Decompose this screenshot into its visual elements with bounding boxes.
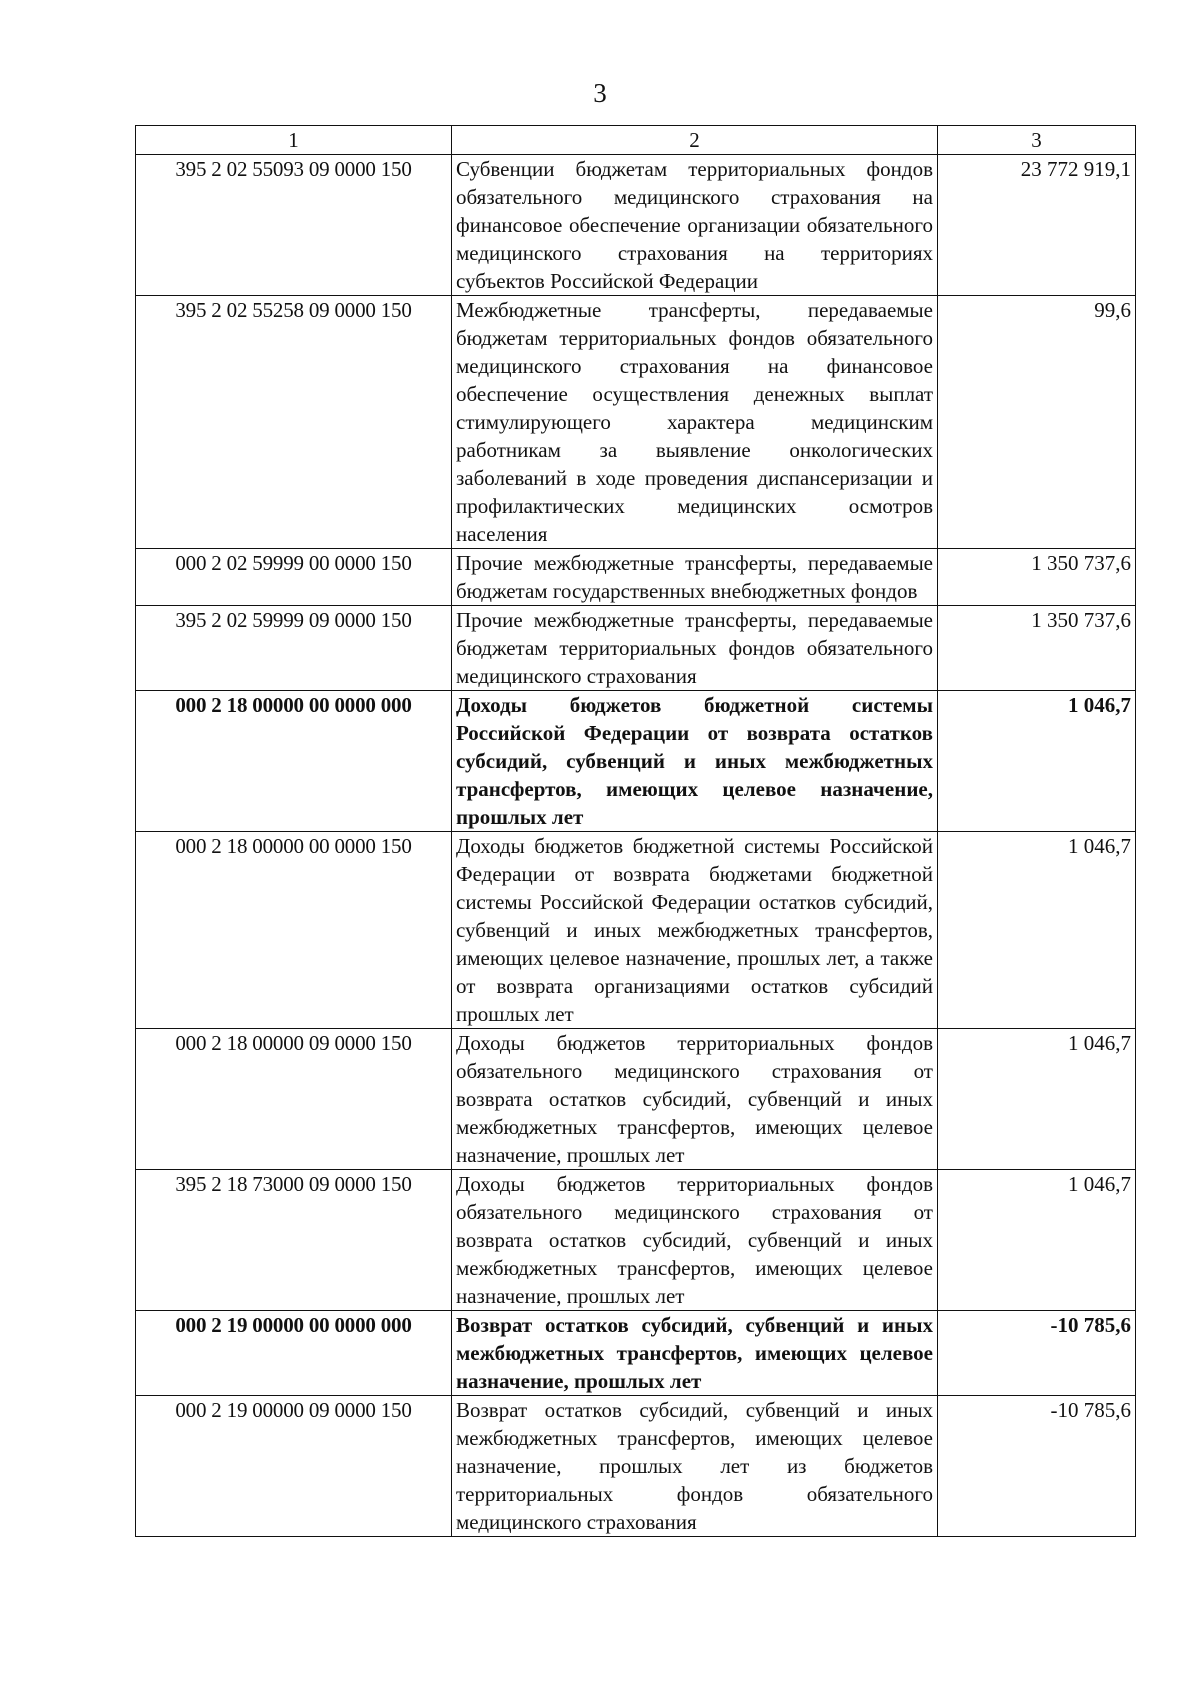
table-row [136,549,1136,606]
table-row [136,1029,1136,1170]
table-row [136,1396,1136,1537]
table-row [136,832,1136,1029]
row-code: 395 2 18 73000 09 0000 150 [136,1170,452,1311]
row-description: Возврат остатков субсидий, субвенций и иных межбюджетных трансфертов, имеющих целевое назначение, прошлых лет из бюджетов территориальных фондов обязательного медицинского страхования [452,1396,938,1537]
row-description: Субвенции бюджетам территориальных фондов обязательного медицинского страхования на финансовое обеспечение организации обязательного медицинского страхования на территориях субъектов Российской Федерации [452,155,938,296]
row-amount: 1 350 737,6 [938,606,1136,691]
row-amount: 99,6 [938,296,1136,549]
row-description: Доходы бюджетов территориальных фондов обязательного медицинского страхования от возврата остатков субсидий, субвенций и иных межбюджетных трансфертов, имеющих целевое назначение, прошлых лет [452,1170,938,1311]
table-row [136,1170,1136,1311]
row-amount: 1 350 737,6 [938,549,1136,606]
row-code: 395 2 02 59999 09 0000 150 [136,606,452,691]
row-code: 395 2 02 55093 09 0000 150 [136,155,452,296]
row-amount: 23 772 919,1 [938,155,1136,296]
row-description: Межбюджетные трансферты, передаваемые бюджетам территориальных фондов обязательного медицинского страхования на финансовое обеспечение осуществления денежных выплат стимулирующего характера медицинским работникам за выявление онкологических заболеваний в ходе проведения диспансеризации и профилактических медицинских осмотров населения [452,296,938,549]
row-code: 000 2 19 00000 09 0000 150 [136,1396,452,1537]
row-description: Возврат остатков субсидий, субвенций и иных межбюджетных трансфертов, имеющих целевое назначение, прошлых лет [452,1311,938,1396]
column-header-code: 1 [136,126,452,155]
row-code: 000 2 02 59999 00 0000 150 [136,549,452,606]
column-header-description: 2 [452,126,938,155]
row-description: Доходы бюджетов бюджетной системы Российской Федерации от возврата остатков субсидий, субвенций и иных межбюджетных трансфертов, имеющих целевое назначение, прошлых лет [452,691,938,832]
row-description: Доходы бюджетов бюджетной системы Российской Федерации от возврата бюджетами бюджетной системы Российской Федерации остатков субсидий, субвенций и иных межбюджетных трансфертов, имеющих целевое назначение, прошлых лет, а также от возврата организациями остатков субсидий прошлых лет [452,832,938,1029]
table-row [136,296,1136,549]
row-amount: -10 785,6 [938,1396,1136,1537]
row-amount: 1 046,7 [938,1029,1136,1170]
row-description: Доходы бюджетов территориальных фондов обязательного медицинского страхования от возврата остатков субсидий, субвенций и иных межбюджетных трансфертов, имеющих целевое назначение, прошлых лет [452,1029,938,1170]
row-code: 000 2 18 00000 09 0000 150 [136,1029,452,1170]
budget-table [135,125,1136,1537]
row-amount: 1 046,7 [938,691,1136,832]
row-description: Прочие межбюджетные трансферты, передаваемые бюджетам территориальных фондов обязательного медицинского страхования [452,606,938,691]
row-code: 000 2 18 00000 00 0000 000 [136,691,452,832]
page-number: 3 [593,78,607,108]
table-row [136,1311,1136,1396]
row-code: 395 2 02 55258 09 0000 150 [136,296,452,549]
row-description: Прочие межбюджетные трансферты, передаваемые бюджетам государственных внебюджетных фондов [452,549,938,606]
row-code: 000 2 18 00000 00 0000 150 [136,832,452,1029]
table-header-row [136,126,1136,155]
table-row [136,606,1136,691]
row-amount: 1 046,7 [938,832,1136,1029]
table-row [136,691,1136,832]
column-header-amount: 3 [938,126,1136,155]
row-code: 000 2 19 00000 00 0000 000 [136,1311,452,1396]
table-row [136,155,1136,296]
row-amount: 1 046,7 [938,1170,1136,1311]
row-amount: -10 785,6 [938,1311,1136,1396]
